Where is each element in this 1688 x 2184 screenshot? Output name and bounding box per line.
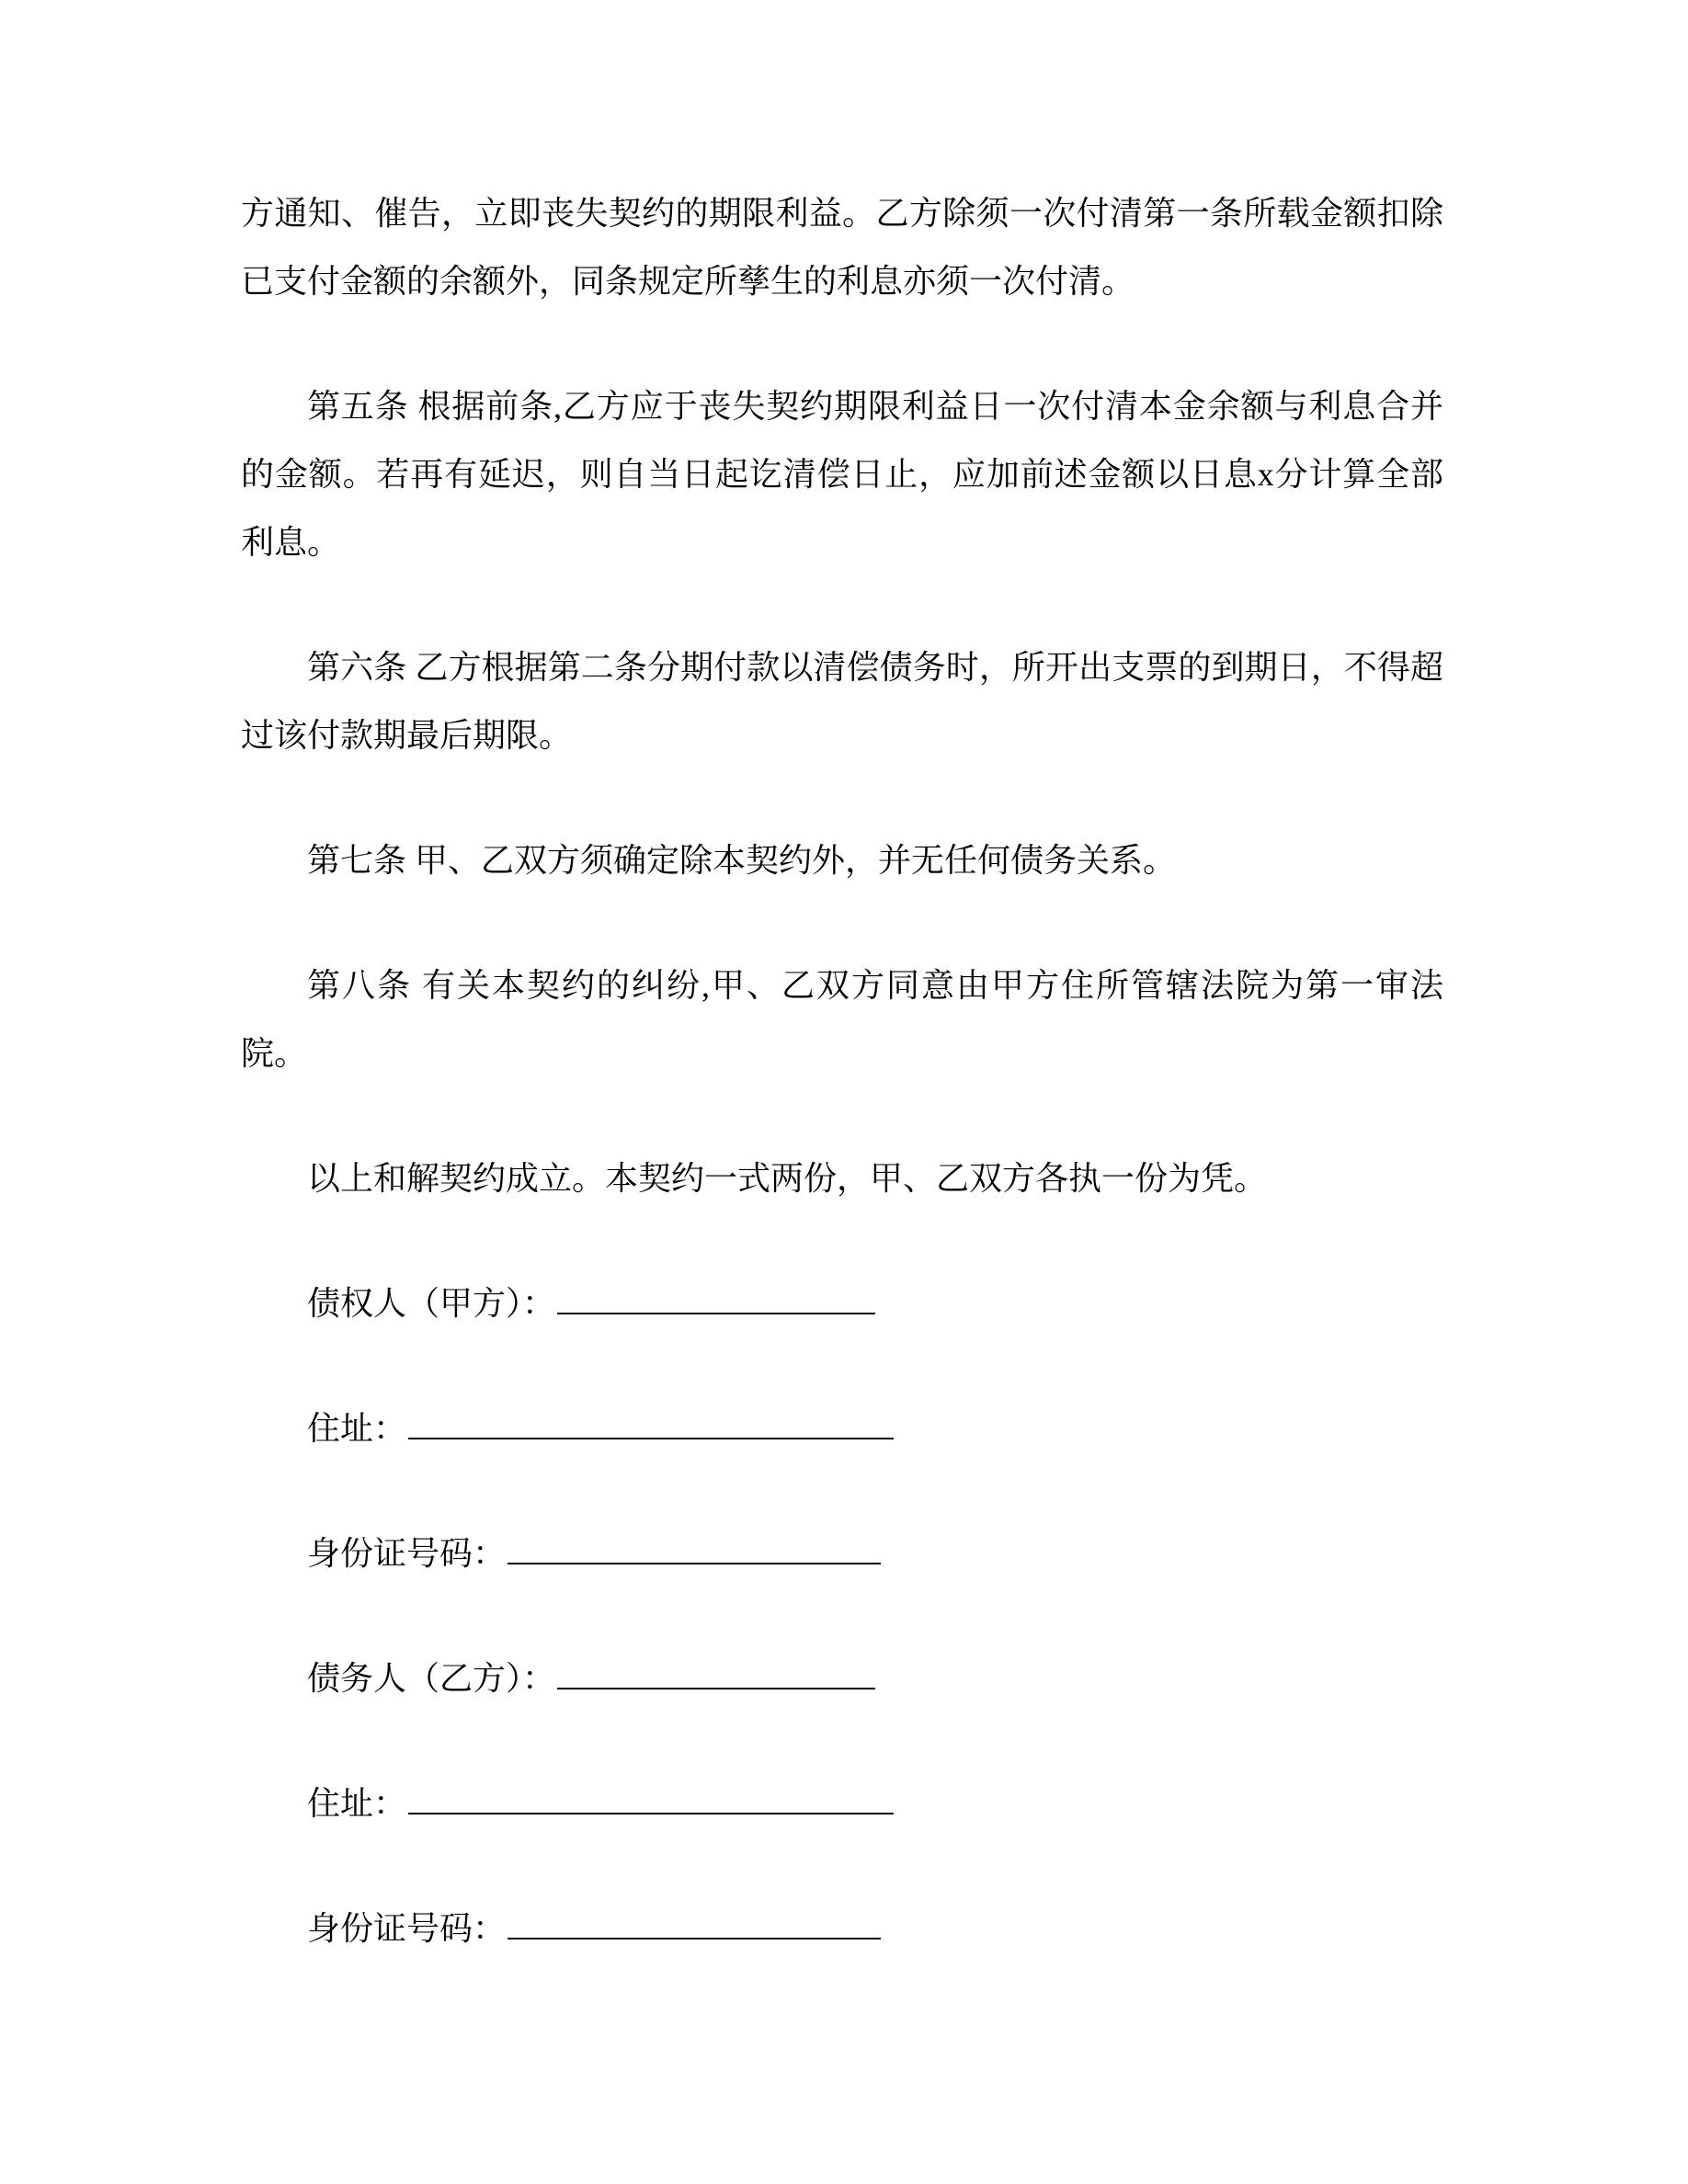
paragraph-clause-7: 第七条 甲、乙双方须确定除本契约外，并无任何债务关系。 [307,842,1177,879]
paragraph-clause-6: 第六条 乙方根据第二条分期付款以清偿债务时，所开出支票的到期日，不得超过该付款期最后期限。 [241,649,1443,754]
signature-label-debtor-id: 身份证号码： [307,1910,507,1947]
signature-row-creditor-address [241,1394,1443,1462]
signature-line-debtor-address [408,1780,894,1814]
signature-row-debtor-address [241,1769,1443,1837]
signature-label-creditor-address: 住址： [307,1410,407,1447]
signature-line-debtor-id [508,1905,881,1939]
signature-label-debtor-address: 住址： [307,1785,407,1822]
signature-label-creditor: 债权人（甲方）： [307,1285,556,1322]
signature-label-debtor: 债务人（乙方）： [307,1660,556,1697]
signature-row-creditor [241,1269,1443,1337]
signature-line-creditor [557,1280,875,1314]
signature-label-creditor-id: 身份证号码： [307,1535,507,1572]
paragraph-clause-5: 第五条 根据前条,乙方应于丧失契约期限利益日一次付清本金余额与利息合并的金额。若再有延迟，则自当日起讫清偿日止，应加前述金额以日息x分计算全部利息。 [241,388,1443,561]
signature-line-creditor-address [408,1405,894,1439]
signature-row-debtor [241,1644,1443,1712]
signature-row-creditor-id [241,1519,1443,1587]
signature-line-creditor-id [508,1530,881,1564]
signature-line-debtor [557,1655,875,1689]
paragraph-clause-8: 第八条 有关本契约的纠纷,甲、乙双方同意由甲方住所管辖法院为第一审法院。 [241,967,1443,1072]
signature-row-debtor-id [241,1894,1443,1962]
paragraph-closing: 以上和解契约成立。本契约一式两份，甲、乙双方各执一份为凭。 [307,1160,1268,1197]
paragraph-continuation: 方通知、催告，立即丧失契约的期限利益。乙方除须一次付清第一条所载金额扣除已支付金额的余额外，同条规定所孳生的利息亦须一次付清。 [241,195,1443,300]
